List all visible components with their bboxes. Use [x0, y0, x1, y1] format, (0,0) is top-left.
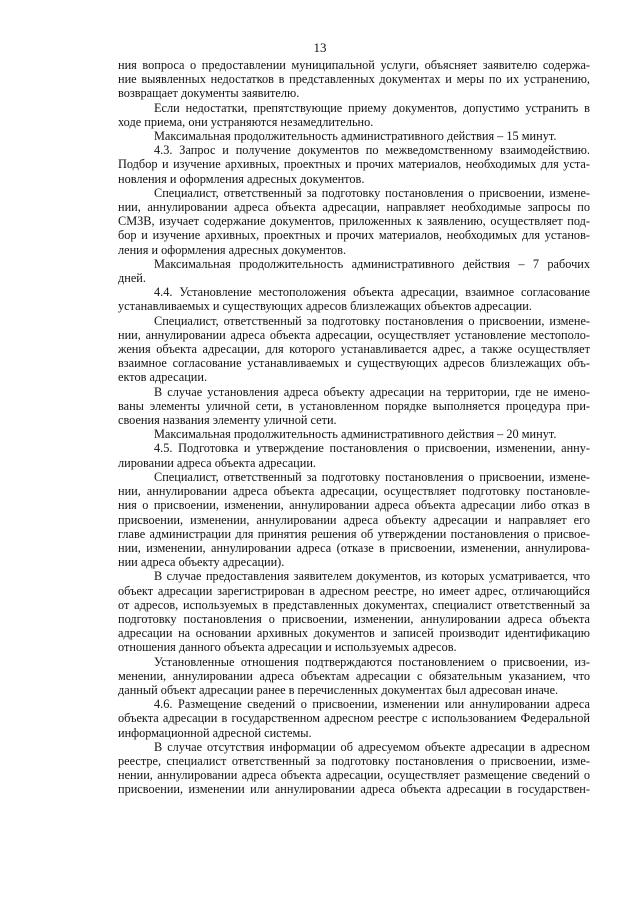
text-line: присвоении, изменении, аннулировании адреса объекту адресации и направляет его	[118, 512, 590, 527]
text-line: нии, аннулировании адреса объекта адресации, осуществляет установление местополо-	[118, 327, 590, 342]
text-line: данный объект адресации ранее в перечисленных документах был адресован иначе.	[118, 682, 559, 697]
text-line: информационной адресной системы.	[118, 725, 312, 740]
text-line: главе администрации для принятия решения об утверждении постановления о присвое-	[118, 526, 590, 541]
text-line: ние выявленных недостатков в представленных документах и меры по их устранению,	[118, 72, 590, 87]
page-number: 13	[313, 40, 327, 55]
text-line: своения названия элементу уличной сети.	[118, 413, 337, 428]
text-line: нии, аннулировании адреса объекта адресации, осуществляет подготовку постановле-	[118, 484, 590, 499]
text-line: адресации на основании архивных документов и записей производит идентификацию	[118, 626, 590, 641]
text-line: Максимальная продолжительность административного действия – 15 минут.	[154, 129, 557, 144]
document-body	[118, 58, 590, 797]
text-line: В случае отсутствия информации об адресуемом объекте адресации в адресном	[154, 739, 590, 754]
text-line: нии адреса объекту адресации).	[118, 555, 285, 570]
text-line: ния вопроса о предоставлении муниципальной услуги, объясняет заявителю содержа-	[118, 58, 590, 72]
text-line: отношения данного объекта адресации и используемых адресов.	[118, 640, 457, 655]
text-line: ления и оформления адресных документов.	[118, 242, 347, 257]
text-line: Если недостатки, препятствующие приему документов, допустимо устранить в	[154, 100, 590, 115]
text-line: ния о присвоении, изменении, аннулировании адреса объекта адресации либо отказ в	[118, 498, 590, 513]
text-line: объект адресации зарегистрирован в адресном реестре, но имеет адрес, отличающийся	[118, 583, 590, 598]
text-line: Максимальная продолжительность административного действия – 20 минут.	[154, 427, 557, 442]
text-line: подготовку постановления о присвоении, изменении, аннулировании адреса объекта	[118, 611, 590, 626]
text-line: В случае установления адреса объекту адресации на территории, где не имено-	[154, 384, 590, 399]
text-line: ваны элементы уличной сети, в установленном порядке выполняется процедура при-	[118, 398, 590, 413]
text-line: бор и изучение архивных, проектных и прочих материалов, необходимых для установ-	[118, 228, 590, 243]
text-line: лировании адреса объекта адресации.	[118, 455, 316, 470]
text-line: нении, аннулировании адреса объекта адресации, осуществляет размещение сведений о	[118, 768, 590, 783]
text-line: Максимальная продолжительность административного действия – 7 рабочих	[154, 256, 590, 271]
text-line: 4.4. Установление местоположения объекта адресации, взаимное согласование	[154, 285, 590, 300]
text-line: В случае предоставления заявителем документов, из которых усматривается, что	[154, 569, 590, 584]
text-line: Специалист, ответственный за подготовку постановления о присвоении, измене-	[154, 313, 590, 328]
text-line: нии, изменении, аннулировании адреса (отказе в присвоении, изменении, аннулирова-	[118, 540, 590, 555]
text-line: возвращает документы заявителю.	[118, 86, 300, 101]
text-line: Подбор и изучение архивных, проектных и прочих материалов, необходимых для уста-	[118, 157, 590, 172]
text-line: присвоении, изменении или аннулировании адреса объекта адресации в государствен-	[118, 782, 590, 797]
text-line: ходе приема, они устраняются незамедлительно.	[118, 114, 374, 129]
text-line: ектов адресации.	[118, 370, 208, 385]
text-line: взаимное согласование устанавливаемых и существующих адресов близлежащих объ-	[118, 356, 590, 371]
text-line: от адресов, используемых в представленных документах, специалист ответственный за	[118, 597, 590, 612]
text-line: менении, аннулировании адреса объектам адресации с обязательным указанием, что	[118, 668, 590, 683]
text-line: 4.5. Подготовка и утверждение постановления о присвоении, изменении, анну-	[154, 441, 590, 456]
text-line: Установленные отношения подтверждаются постановлением о присвоении, из-	[154, 654, 590, 669]
text-line: объекта адресации в государственном адресном реестре с использованием Федеральной	[118, 711, 590, 726]
text-line: жения объекта адресации, для которого устанавливается адрес, а также осуществляет	[118, 342, 590, 357]
text-line: дней.	[118, 271, 146, 286]
text-line: Специалист, ответственный за подготовку постановления о присвоении, измене-	[154, 185, 590, 200]
text-line: 4.6. Размещение сведений о присвоении, изменении или аннулировании адреса	[154, 697, 590, 712]
text-line: СМЗВ, изучает содержание документов, приложенных к заявлению, осуществляет под-	[118, 214, 590, 229]
text-line: устанавливаемых и существующих адресов близлежащих объектов адресации.	[118, 299, 532, 314]
text-line: 4.3. Запрос и получение документов по межведомственному взаимодействию.	[154, 143, 590, 158]
text-line: новления и оформления адресных документов.	[118, 171, 365, 186]
text-line: Специалист, ответственный за подготовку постановления о присвоении, измене-	[154, 469, 590, 484]
text-line: нии, аннулировании адреса объекта адресации, направляет необходимые запросы по	[118, 200, 590, 215]
text-line: реестре, специалист ответственный за подготовку постановления о присвоении, изме-	[118, 753, 590, 768]
